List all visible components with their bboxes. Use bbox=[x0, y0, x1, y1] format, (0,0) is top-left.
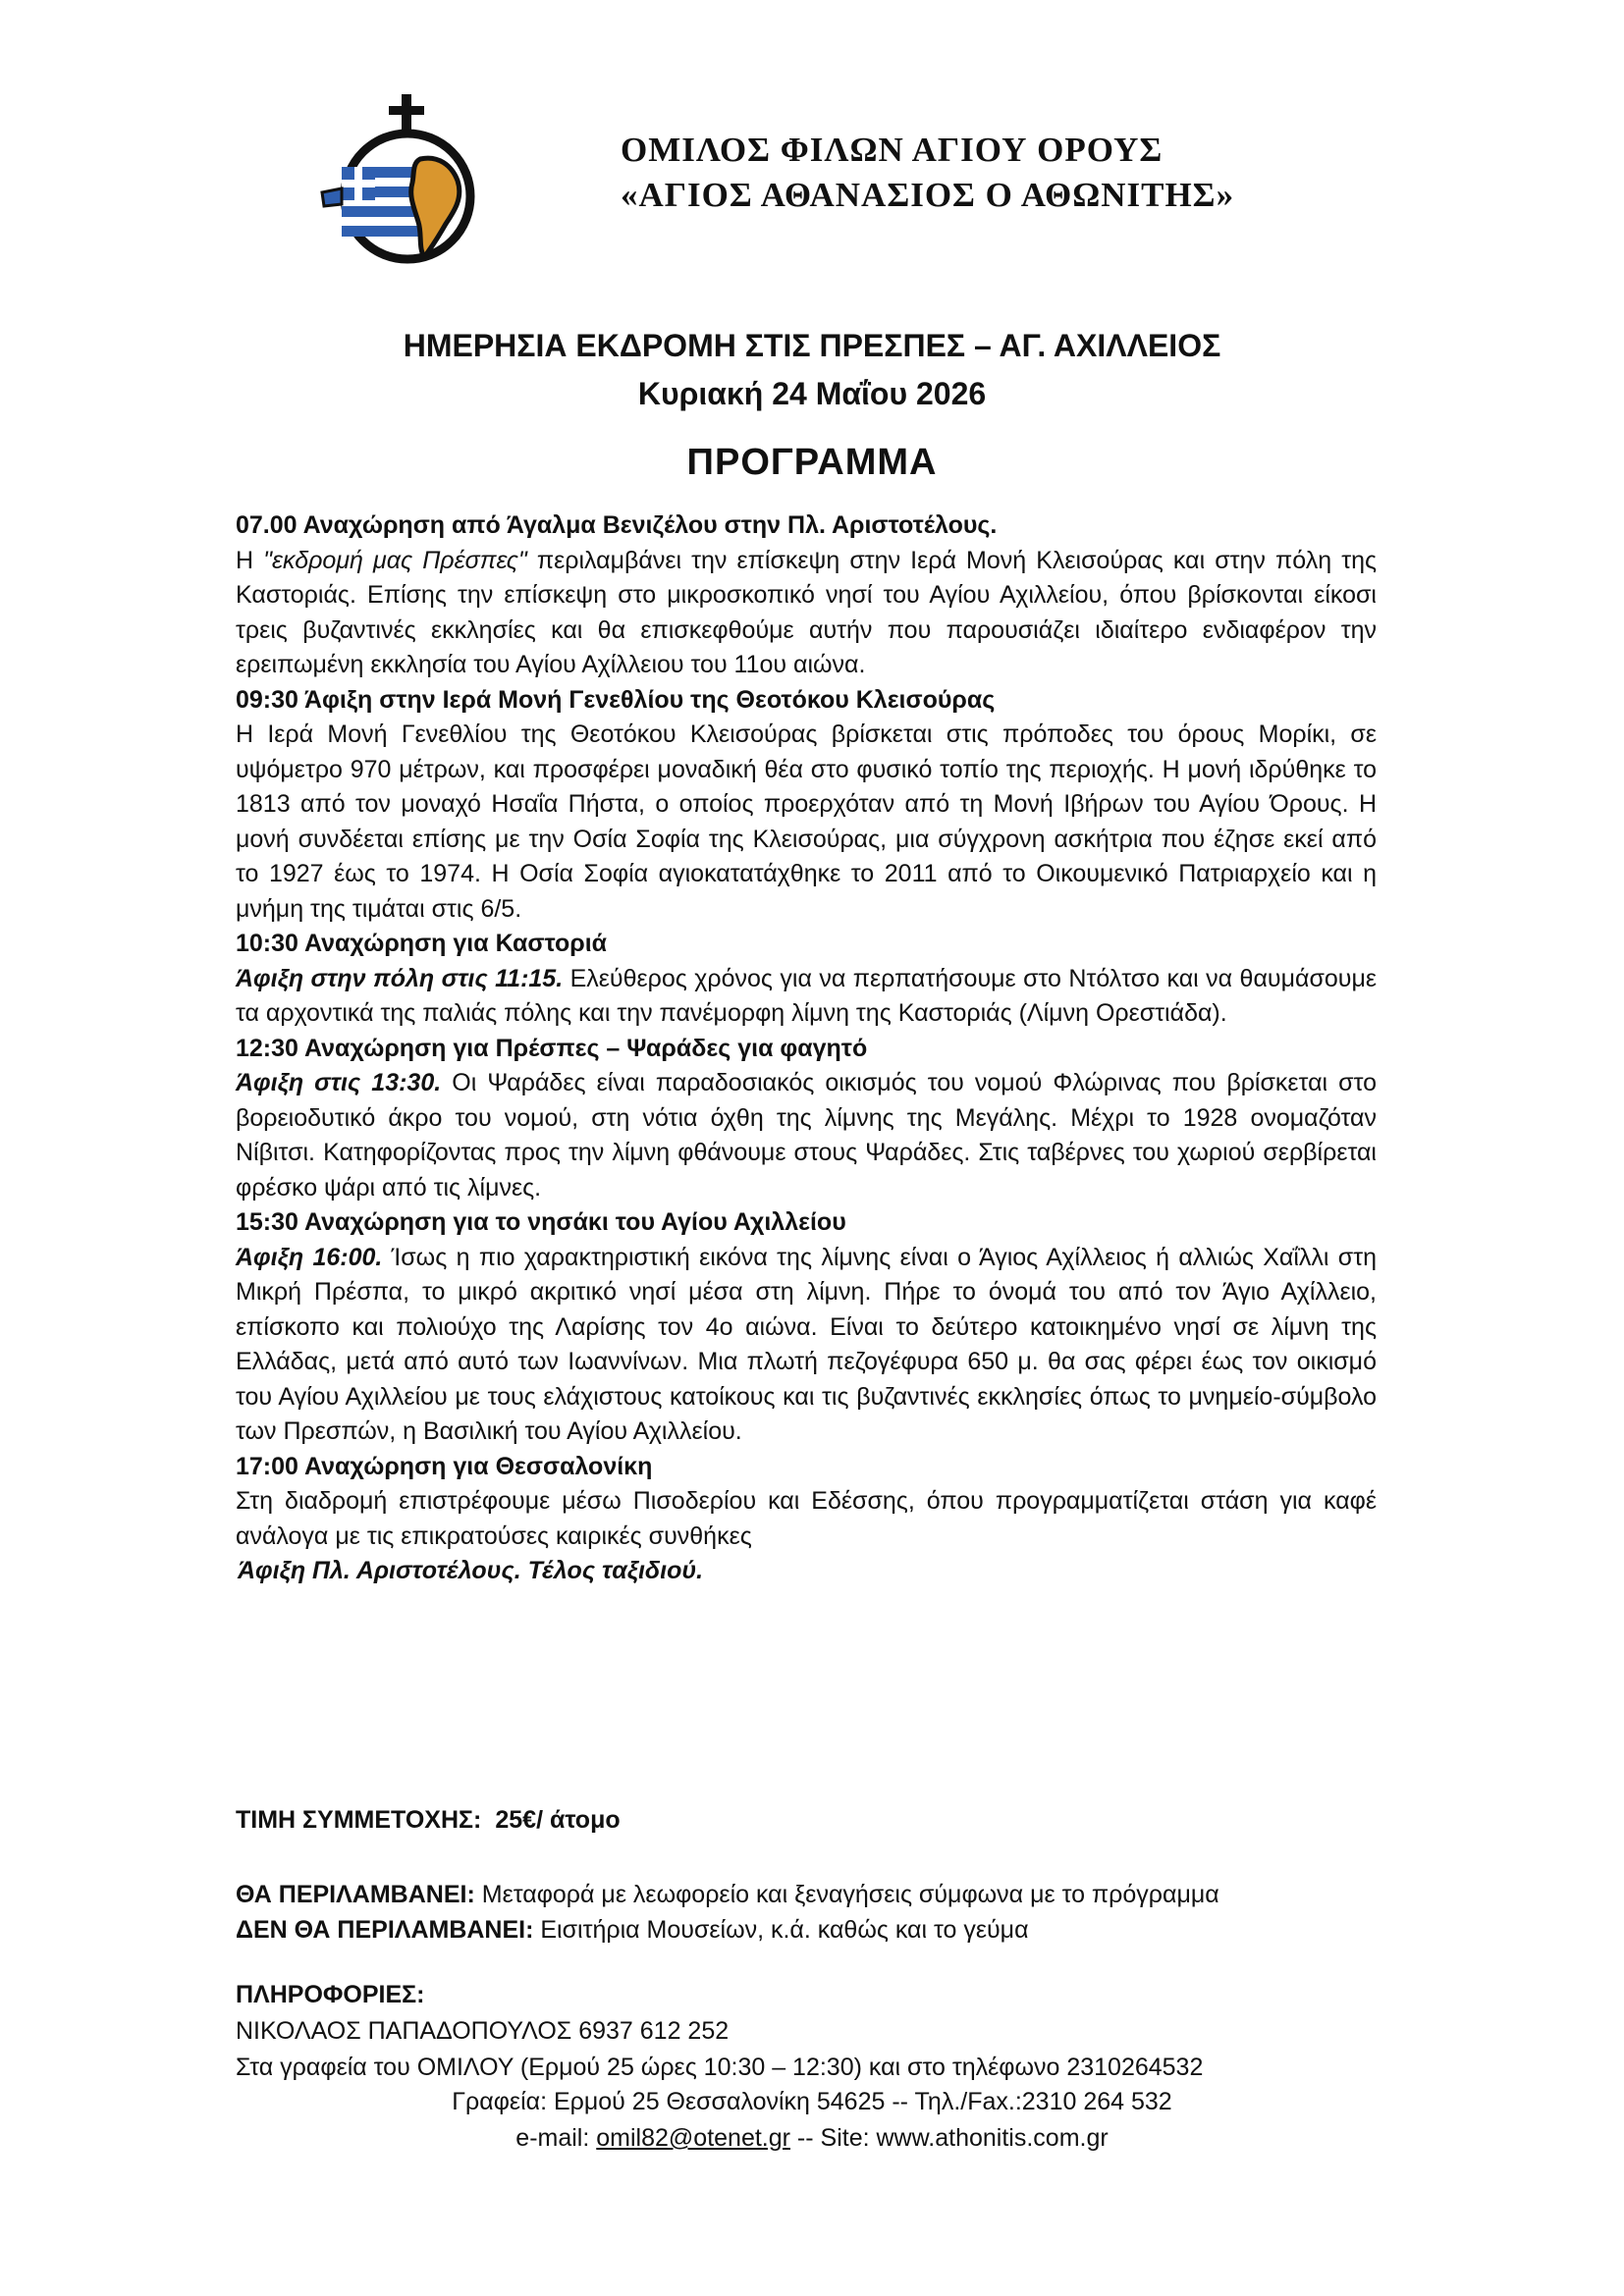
program-body bbox=[236, 508, 1377, 1589]
section-heading: 12:30 Αναχώρηση για Πρέσπες – Ψαράδες για φαγητό bbox=[236, 1034, 868, 1062]
contact-person: ΝΙΚΟΛΑΟΣ ΠΑΠΑΔΟΠΟΥΛΟΣ 6937 612 252 bbox=[236, 2017, 730, 2045]
organization-logo-icon bbox=[314, 90, 501, 277]
section-text bbox=[236, 962, 1377, 1032]
organization-name bbox=[621, 128, 1367, 218]
trip-date: Κυριακή 24 Μαΐου 2026 bbox=[637, 376, 987, 411]
excluded-label: ΔΕΝ ΘΑ ΠΕΡΙΛΑΜΒΑΝΕΙ: bbox=[236, 1916, 534, 1944]
excluded-text: Εισιτήρια Μουσείων, κ.ά. καθώς και το γεύμα bbox=[533, 1916, 1029, 1944]
section-heading: 10:30 Αναχώρηση για Καστοριά bbox=[236, 930, 608, 957]
section-text-body: Οι Ψαράδες είναι παραδοσιακός οικισμός του νομού Φλώρινας που βρίσκεται στο βορειοδυτικό άκρο του νομού, στη νότια όχθη της λίμνης της Μεγάλης. Μέχρι το 1928 ονομαζόταν Νίβιτσι. Κατηφορίζοντας προς την λίμνη φθάνουμε στους Ψαράδες. Στις ταβέρνες του χωριού σερβίρεται φρέσκο ψάρι από τις λίμνες. bbox=[236, 1069, 1377, 1201]
email-link[interactable]: omil82@otenet.gr bbox=[596, 2124, 790, 2152]
price-line bbox=[236, 1806, 621, 1835]
section-text bbox=[236, 1241, 1377, 1450]
arrival-note: Άφιξη 16:00. bbox=[236, 1243, 383, 1271]
section-heading: 07.00 Αναχώρηση από Άγαλμα Βενιζέλου στην Πλ. Αριστοτέλους. bbox=[236, 511, 998, 539]
price-value: 25€/ άτομο bbox=[495, 1806, 621, 1834]
inclusions bbox=[236, 1877, 1219, 1948]
excluded-line bbox=[236, 1912, 1219, 1948]
site-separator: -- Site: bbox=[789, 2124, 877, 2152]
program-title: ΠΡΟΓΡΑΜΜΑ bbox=[686, 442, 938, 483]
included-text: Μεταφορά με λεωφορείο και ξεναγήσεις σύμφωνα με το πρόγραμμα bbox=[474, 1881, 1219, 1908]
included-line bbox=[236, 1877, 1219, 1912]
organization-name-line2: «ΑΓΙΟΣ ΑΘΑΝΑΣΙΟΣ Ο ΑΘΩΝΙΤΗΣ» bbox=[621, 176, 1235, 214]
organization-name-line1: ΟΜΙΛΟΣ ΦΙΛΩΝ ΑΓΙΟΥ ΟΡΟΥΣ bbox=[621, 131, 1164, 169]
section-text-body: Ίσως η πιο χαρακτηριστική εικόνα της λίμνης είναι ο Άγιος Αχίλλειος ή αλλιώς Χαΐλλι στη Μικρή Πρέσπα, το μικρό ακριτικό νησί μέσα στη λίμνη. Πήρε το όνομά του από τον Άγιο Αχίλλειο, επίσκοπο και πολιούχο της Λαρίσης τον 4ο αιώνα. Είναι το δεύτερο κατοικημένο νησί σε λίμνη της Ελλάδας, μετά από αυτό των Ιωαννίνων. Μια πλωτή πεζογέφυρα 650 μ. θα σας φέρει έως τον οικισμό του Αγίου Αχιλλείου με τους ελάχιστους κατοίκους και τις βυζαντινές εκκλησίες όπως το μνημείο-σύμβολο των Πρεσπών, η Βασιλική του Αγίου Αχιλλείου. bbox=[236, 1243, 1378, 1445]
arrival-note: Άφιξη στις 13:30. bbox=[236, 1069, 442, 1096]
section-text-body: Ελεύθερος χρόνος για να περπατήσουμε στο Ντόλτσο και να θαυμάσουμε τα αρχοντικά της παλιάς πόλης και την πανέμορφη λίμνη της Καστοριάς (Λίμνη Ορεστιάδα). bbox=[236, 964, 1377, 1027]
section-text-pre: Η bbox=[236, 546, 264, 574]
final-arrival-note: Άφιξη Πλ. Αριστοτέλους. Τέλος ταξιδιού. bbox=[238, 1557, 704, 1584]
email-label: e-mail: bbox=[515, 2124, 597, 2152]
website-link[interactable]: www.athonitis.com.gr bbox=[876, 2124, 1109, 2152]
trip-title: ΗΜΕΡΗΣΙΑ ΕΚΔΡΟΜΗ ΣΤΙΣ ΠΡΕΣΠΕΣ – ΑΓ. ΑΧΙΛΛΕΙΟΣ bbox=[403, 328, 1221, 363]
information-heading: ΠΛΗΡΟΦΟΡΙΕΣ: bbox=[236, 1981, 425, 2008]
section-text bbox=[236, 1066, 1377, 1205]
section-text: Στη διαδρομή επιστρέφουμε μέσω Πισοδερίου και Εδέσσης, όπου προγραμματίζεται στάση για καφέ ανάλογα με τις επικρατούσες καιρικές συνθήκες bbox=[236, 1487, 1377, 1550]
section-text bbox=[236, 544, 1377, 683]
price-label: ΤΙΜΗ ΣΥΜΜΕΤΟΧΗΣ: bbox=[236, 1806, 482, 1834]
included-label: ΘΑ ΠΕΡΙΛΑΜΒΑΝΕΙ: bbox=[236, 1881, 475, 1908]
section-text-body: περιλαμβάνει την επίσκεψη στην Ιερά Μονή Κλεισούρας και στην πόλη της Καστοριάς. Επίσης την επίσκεψη στο μικροσκοπικό νησί του Αγίου Αχιλλείου, όπου βρίσκονται είκοσι τρεις βυζαντινές εκκλησίες και θα επισκεφθούμε αυτήν που παρουσιάζει ιδιαίτερο ενδιαφέρον την ερειπωμένη εκκλησία του Αγίου Αχίλλειου του 11ου αιώνα. bbox=[236, 546, 1378, 678]
arrival-note: Άφιξη στην πόλη στις 11:15. bbox=[236, 964, 564, 992]
section-heading: 09:30 Άφιξη στην Ιερά Μονή Γενεθλίου της Θεοτόκου Κλεισούρας bbox=[236, 685, 996, 714]
office-address: Γραφεία: Ερμού 25 Θεσσαλονίκη 54625 -- Τηλ./Fax.:2310 264 532 bbox=[452, 2088, 1172, 2115]
information-block bbox=[236, 1977, 1203, 2086]
section-heading: 17:00 Αναχώρηση για Θεσσαλονίκη bbox=[236, 1452, 653, 1480]
quoted-phrase: "εκδρομή μας Πρέσπες" bbox=[263, 546, 527, 574]
contact-links bbox=[0, 2124, 1624, 2153]
section-heading: 15:30 Αναχώρηση για το νησάκι του Αγίου Αχιλλείου bbox=[236, 1208, 846, 1236]
section-text: Η Ιερά Μονή Γενεθλίου της Θεοτόκου Κλεισούρας βρίσκεται στις πρόποδες του όρους Μορίκι, σε υψόμετρο 970 μέτρων, και προσφέρει μοναδική θέα στο φυσικό τοπίο της περιοχής. Η μονή ιδρύθηκε το 1813 από τον μοναχό Ησαΐα Πήστα, ο οποίος προερχόταν από τη Μονή Ιβήρων του Αγίου Όρους. Η μονή συνδέεται επίσης με την Οσία Σοφία της Κλεισούρας, μια σύγχρονη ασκήτρια που έζησε εκεί από το 1927 έως το 1974. Η Οσία Σοφία αγιοκατατάχθηκε το 2011 από το Οικουμενικό Πατριαρχείο και η μνήμη της τιμάται στις 6/5. bbox=[236, 721, 1377, 923]
office-hours: Στα γραφεία του ΟΜΙΛΟΥ (Ερμού 25 ώρες 10:30 – 12:30) και στο τηλέφωνο 2310264532 bbox=[236, 2054, 1204, 2081]
